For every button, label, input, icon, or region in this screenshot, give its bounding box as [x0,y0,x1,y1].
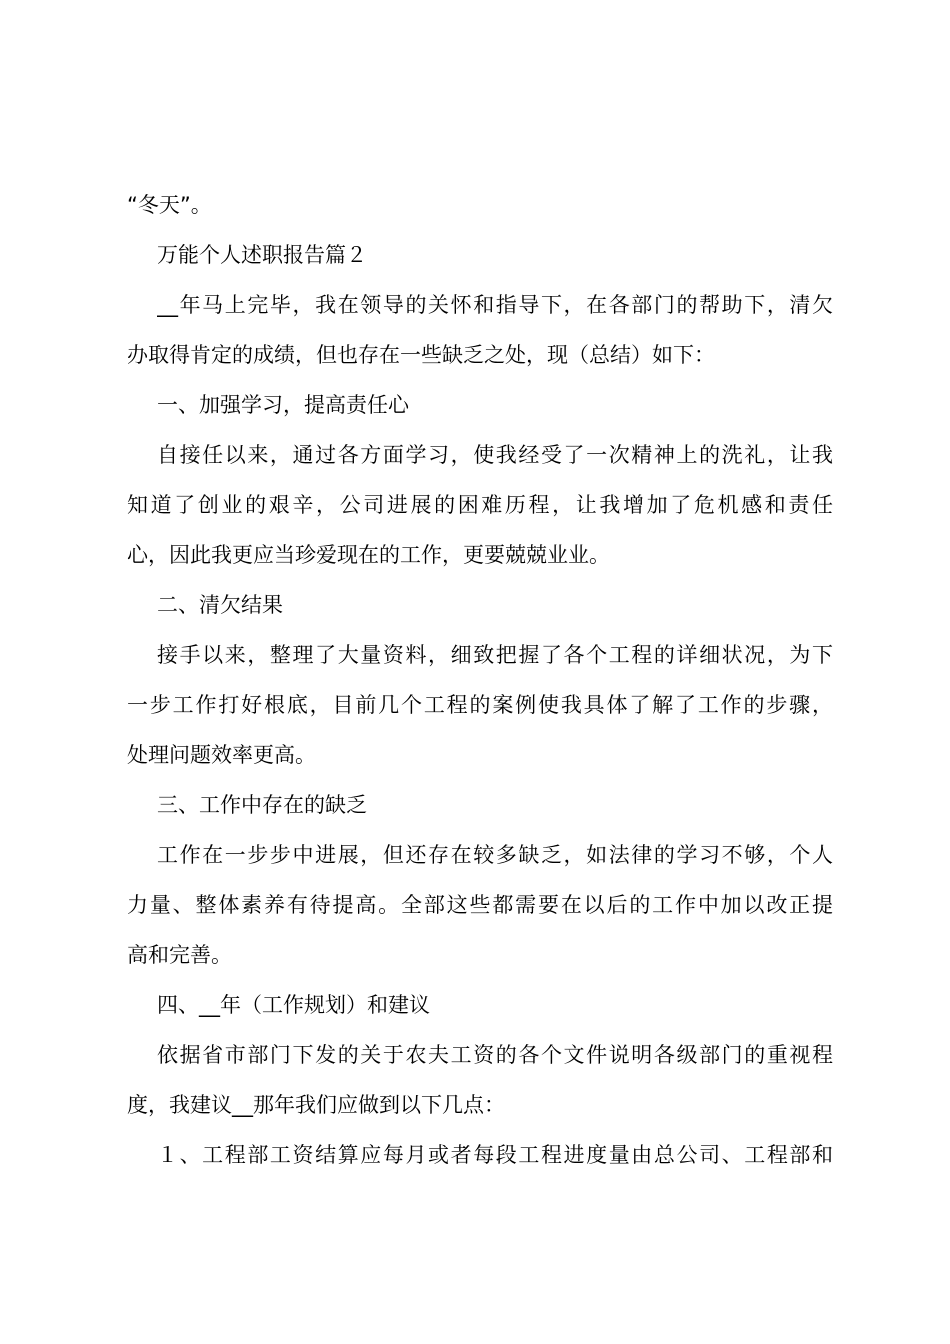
text-line-1: “冬天”。 [127,193,212,217]
text-line-7: 知道了创业的艰辛，公司进展的困难历程，让我增加了危机感和责任 [127,493,833,517]
text-line-15: 力量、整体素养有待提高。全部这些都需要在以后的工作中加以改正提 [127,893,833,917]
text-line-4: 办取得肯定的成绩，但也存在一些缺乏之处，现（总结）如下： [127,343,715,367]
heading-three: 三、工作中存在的缺乏 [157,793,367,817]
text-line-18: 依据省市部门下发的关于农夫工资的各个文件说明各级部门的重视程 [157,1043,833,1067]
text-line-20: １、工程部工资结算应每月或者每段工程进度量由总公司、工程部和 [157,1143,833,1167]
heading-two: 二、清欠结果 [157,593,283,617]
text-line-10: 接手以来，整理了大量资料，细致把握了各个工程的详细状况，为下 [157,643,833,667]
heading-four: 四、__年（工作规划）和建议 [157,993,430,1017]
text-line-16: 高和完善。 [127,943,232,967]
heading-one: 一、加强学习，提高责任心 [157,393,409,417]
text-line-11: 一步工作打好根底，目前几个工程的案例使我具体了解了工作的步骤， [127,693,833,717]
text-line-19: 度，我建议__那年我们应做到以下几点： [127,1093,505,1117]
section-title-2: 万能个人述职报告篇２ [157,243,367,267]
text-line-12: 处理问题效率更高。 [127,743,316,767]
text-line-8: 心，因此我更应当珍爱现在的工作，更要兢兢业业。 [127,543,610,567]
text-line-3: __年马上完毕，我在领导的关怀和指导下，在各部门的帮助下，清欠 [157,293,833,317]
text-line-14: 工作在一步步中进展，但还存在较多缺乏，如法律的学习不够，个人 [157,843,833,867]
text-line-6: 自接任以来，通过各方面学习，使我经受了一次精神上的洗礼，让我 [157,443,833,467]
